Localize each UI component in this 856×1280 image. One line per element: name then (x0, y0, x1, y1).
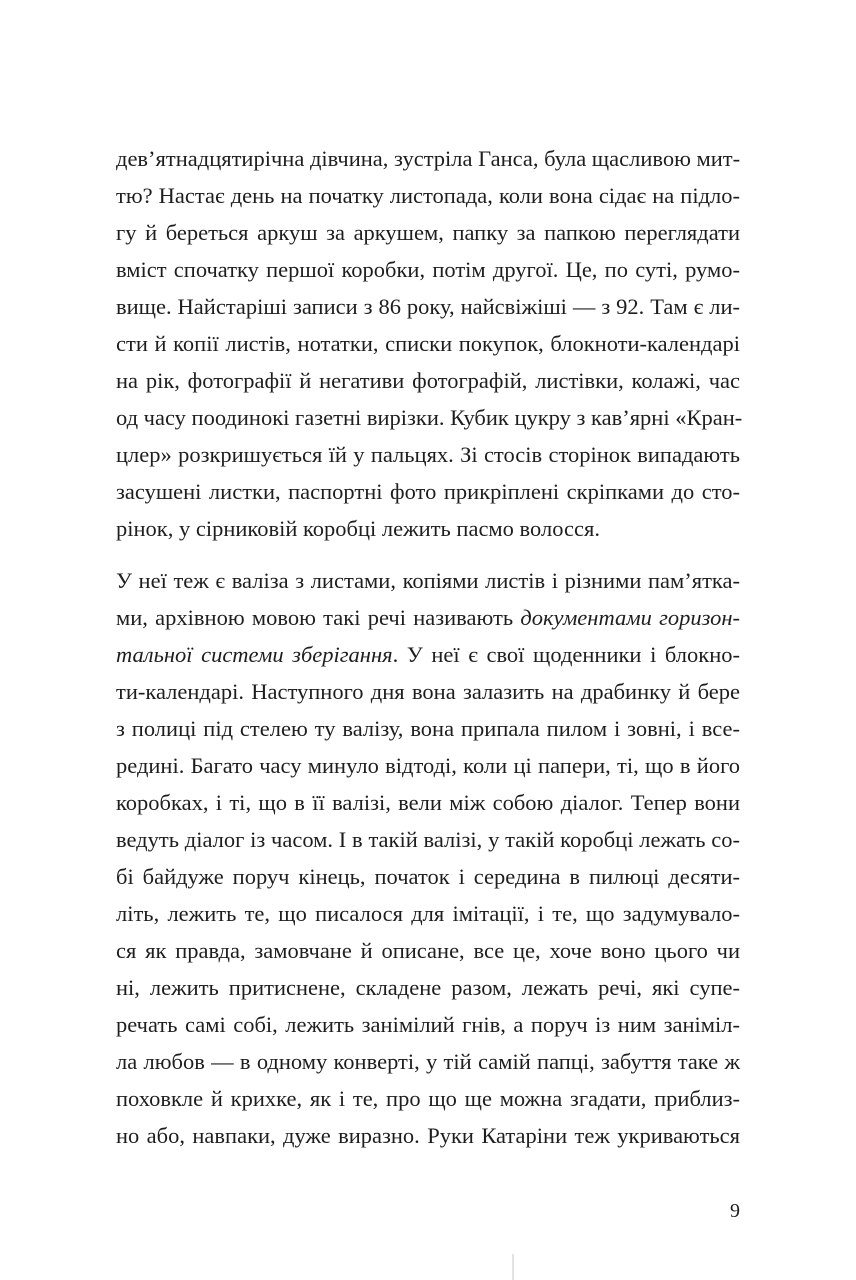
text-line: ла любов — в одному конверті, у тій самій папці, забуття таке ж (116, 1049, 740, 1074)
text-line: засушені листки, паспортні фото прикріплені скріпками до сто- (116, 479, 740, 504)
text-line: тю? Настає день на початку листопада, коли вона сідає на підло- (116, 183, 740, 208)
italic-term: тальної системи зберігання (116, 642, 393, 667)
text-line: У неї теж є валіза з листами, копіями листів і різними пам’ятка- (116, 568, 740, 593)
text-line: з полиці під стелею ту валізу, вона припала пилом і зовні, і все- (116, 716, 740, 741)
text-run: . У неї є свої щоденники і блокно- (392, 642, 740, 667)
text-line: коробках, і ті, що в її валізі, вели між собою діалог. Тепер вони (116, 790, 740, 815)
italic-term: документами горизон- (520, 605, 741, 630)
text-line: ти-календарі. Наступного дня вона залазить на драбинку й бере (116, 679, 740, 704)
scan-gutter-mark (512, 1254, 514, 1280)
text-line: рінок, у сірниковій коробці лежить пасмо волосся. (116, 516, 600, 541)
text-line: літь, лежить те, що писалося для імітації, і те, що задумувало- (116, 901, 740, 926)
text-line: вище. Найстаріші записи з 86 року, найсвіжіші — з 92. Там є ли- (116, 294, 740, 319)
text-line: поховкле й крихке, як і те, про що ще можна згадати, приблиз- (116, 1086, 740, 1111)
text-line: цлер» розкришується їй у пальцях. Зі стосів сторінок випадають (116, 442, 740, 467)
text-line: дев’ятнадцятирічна дівчина, зустріла Ганса, була щасливою мит- (116, 146, 741, 171)
text-line: но або, навпаки, дуже виразно. Руки Катаріни теж укриваються (116, 1123, 740, 1148)
text-line: ведуть діалог із часом. І в такій валізі, у такій коробці лежать со- (116, 827, 740, 852)
text-line: редині. Багато часу минуло відтоді, коли ці папери, ті, що в його (116, 753, 740, 778)
text-line (116, 636, 740, 673)
paragraph-1 (116, 140, 743, 547)
text-line: на рік, фотографії й негативи фотографій, листівки, колажі, час (116, 368, 740, 393)
text-line (116, 599, 740, 636)
paragraph-2 (116, 562, 740, 1154)
text-line: речать самі собі, лежить занімілий гнів, а поруч із ним заніміл- (116, 1012, 740, 1037)
text-line: бі байдуже поруч кінець, початок і середина в пилюці десяти- (116, 864, 740, 889)
page-number: 9 (730, 1200, 740, 1222)
text-line: од часу поодинокі газетні вирізки. Кубик цукру з кав’ярні «Кран- (116, 405, 743, 430)
text-line: ні, лежить притиснене, складене разом, лежать речі, які супе- (116, 975, 740, 1000)
text-line: гу й береться аркуш за аркушем, папку за папкою переглядати (116, 220, 740, 245)
text-run: ми, архівною мовою такі речі називають (116, 605, 521, 630)
text-line: вміст спочатку першої коробки, потім другої. Це, по суті, румо- (116, 257, 740, 282)
text-line: сти й копії листів, нотатки, списки покупок, блокноти-календарі (116, 331, 740, 356)
text-line: ся як правда, замовчане й описане, все це, хоче воно цього чи (116, 938, 740, 963)
